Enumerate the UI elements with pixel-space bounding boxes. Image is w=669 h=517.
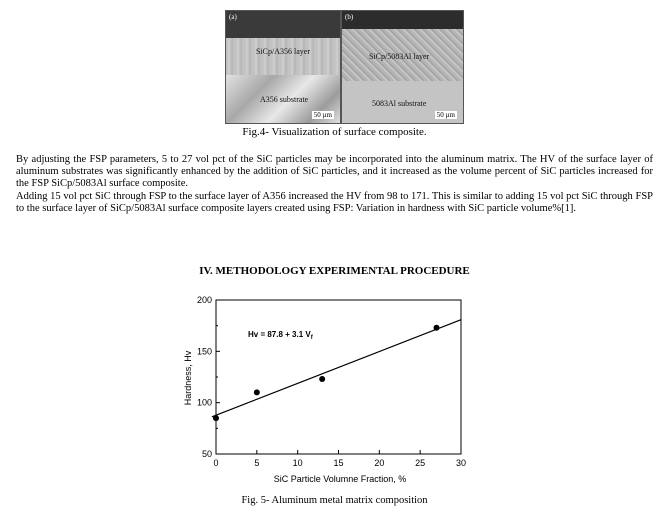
y-tick-label: 200 [196, 295, 212, 305]
figure5-caption: Fig. 5- Aluminum metal matrix composition [241, 495, 428, 506]
x-axis-label: SiC Particle Volumne Fraction, % [273, 474, 407, 484]
micrograph-b [341, 10, 464, 124]
x-tick-label: 5 [254, 458, 260, 468]
panel-b-tag: (b) [345, 13, 354, 21]
panel-b-layer-label: SiCp/5083Al layer [369, 52, 430, 61]
x-tick-label: 10 [292, 458, 303, 468]
y-tick-label: 150 [196, 346, 212, 357]
y-axis-label: Hardness, Hv [183, 350, 193, 406]
y-tick-label: 50 [201, 449, 212, 459]
x-tick-label: 25 [415, 458, 426, 468]
panel-a-layer-label: SiCp/A356 layer [256, 47, 310, 56]
data-point [213, 415, 219, 421]
plot-frame [216, 300, 461, 454]
panel-a-substrate-label: A356 substrate [260, 95, 309, 104]
body-text [16, 154, 653, 215]
micrograph-a-layer [226, 38, 340, 75]
data-point [254, 389, 260, 395]
panel-a-scale-bar: 50 µm [313, 111, 332, 119]
panel-b-substrate-label: 5083Al substrate [372, 99, 427, 108]
section-heading: IV. METHODOLOGY EXPERIMENTAL PROCEDURE [199, 265, 470, 277]
x-tick-label: 0 [213, 458, 219, 468]
data-point [319, 376, 325, 382]
paragraph-2: Adding 15 vol pct SiC through FSP to the surface layer of A356 increased the HV from 98 to 171. This is similar to adding 15 vol pct SiC through FSP to the surface layer of SiCp/5083Al surface composite layers created using FSP: Variation in hardness with SiC particle volume%[1]. [16, 190, 653, 214]
x-tick-label: 20 [374, 458, 385, 468]
paragraph-1: By adjusting the FSP parameters, 5 to 27 vol pct of the SiC particles may be incorporated into the aluminum matrix. The HV of the surface layer of aluminum substrates was significantly enhanced by the addition of SiC particles, and it increased as the volume percent of SiC particles increased for the FSP SiCp/5083Al surface composite. [16, 154, 653, 190]
fit-equation: Hv = 87.8 + 3.1 $V_f$ [248, 330, 313, 341]
panel-a-tag: (a) [229, 13, 237, 21]
figure4-caption: Fig.4- Visualization of surface composite. [242, 126, 427, 138]
y-tick-label: 100 [196, 397, 212, 408]
micrograph-a [225, 10, 341, 124]
x-tick-label: 15 [333, 458, 344, 468]
x-tick-label: 30 [455, 458, 467, 468]
micrograph-b-top [342, 11, 463, 29]
panel-b-scale-bar: 50 µm [436, 111, 455, 119]
hardness-chart [180, 292, 480, 488]
micrograph-a-top [226, 11, 340, 38]
data-point [434, 325, 440, 331]
